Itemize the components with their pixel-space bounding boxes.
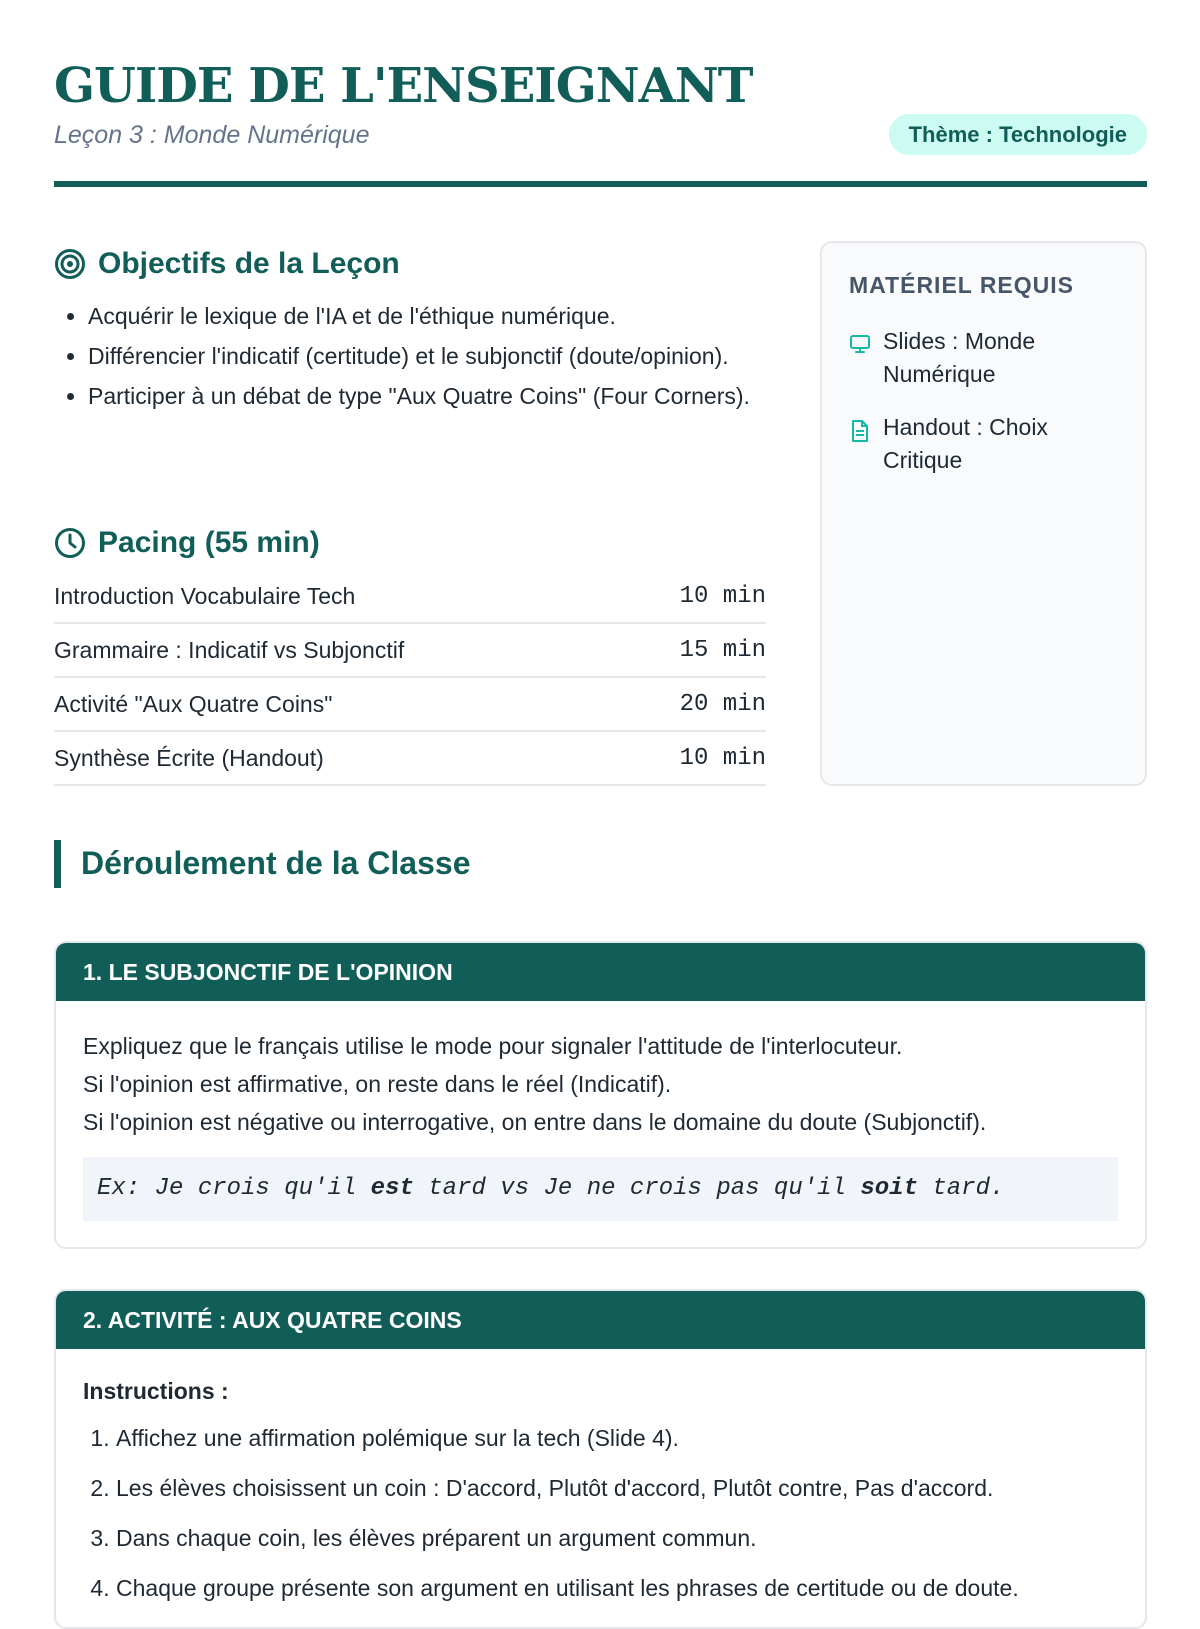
instructions-label: Instructions : — [83, 1378, 229, 1404]
pacing-activity: Activité "Aux Quatre Coins" — [54, 690, 333, 717]
card-text-line: Si l'opinion est affirmative, on reste dans le réel (Indicatif). — [83, 1071, 672, 1097]
instruction-step: 4. Chaque groupe présente son argument en utilisant les phrases de certitude ou de doute. — [116, 1571, 1118, 1605]
example-subjunctive: soit — [860, 1175, 918, 1202]
pacing-row — [54, 678, 766, 732]
example-text: Ex: Je crois qu'il — [97, 1175, 371, 1202]
objectives-heading — [54, 244, 400, 284]
objective-item: • Acquérir le lexique de l'IA et de l'éthique numérique. — [88, 300, 788, 333]
objective-item: • Participer à un débat de type "Aux Quatre Coins" (Four Corners). — [88, 380, 788, 413]
pacing-row — [54, 624, 766, 678]
instruction-step: 2. Les élèves choisissent un coin : D'accord, Plutôt d'accord, Plutôt contre, Pas d'accord. — [116, 1471, 1118, 1505]
pacing-duration: 20 min — [679, 690, 766, 718]
materials-panel — [820, 241, 1147, 786]
material-label: Slides : Monde Numérique — [883, 328, 1036, 387]
card-text-line: Expliquez que le français utilise le mode pour signaler l'attitude de l'interlocuteur. — [83, 1033, 903, 1059]
pacing-table — [54, 570, 766, 786]
example-text: tard. — [917, 1175, 1005, 1202]
header-divider — [54, 181, 1147, 187]
material-item-handout — [849, 411, 1129, 477]
pacing-activity: Introduction Vocabulaire Tech — [54, 582, 356, 609]
material-item-slides — [849, 325, 1129, 391]
page-title: GUIDE DE L'ENSEIGNANT — [54, 58, 753, 114]
card-body — [56, 1349, 1145, 1629]
instruction-step: 3. Dans chaque coin, les élèves préparent un argument commun. — [116, 1521, 1118, 1555]
example-indicative: est — [370, 1175, 414, 1202]
pacing-heading-label: Pacing (55 min) — [98, 526, 320, 559]
monitor-icon — [849, 325, 871, 391]
pacing-activity: Synthèse Écrite (Handout) — [54, 744, 324, 771]
materials-heading: MATÉRIEL REQUIS — [849, 272, 1074, 298]
instruction-steps — [83, 1421, 1118, 1605]
theme-badge: Thème : Technologie — [889, 114, 1147, 155]
objectives-list — [54, 300, 788, 420]
pacing-duration: 10 min — [679, 744, 766, 772]
pacing-duration: 15 min — [679, 636, 766, 664]
class-flow-heading: Déroulement de la Classe — [54, 840, 470, 888]
instruction-step: 1. Affichez une affirmation polémique sur la tech (Slide 4). — [116, 1421, 1118, 1455]
grammar-example — [83, 1157, 1118, 1221]
pacing-duration: 10 min — [679, 582, 766, 610]
card-text-line: Si l'opinion est négative ou interrogative, on entre dans le domaine du doute (Subjonctif). — [83, 1109, 987, 1135]
card-title: 2. ACTIVITÉ : AUX QUATRE COINS — [56, 1291, 1145, 1349]
example-text: tard vs Je ne crois pas qu'il — [413, 1175, 861, 1202]
subjunctive-card — [54, 941, 1147, 1249]
objectives-heading-label: Objectifs de la Leçon — [98, 247, 400, 280]
pacing-row — [54, 570, 766, 624]
pacing-heading — [54, 523, 320, 563]
clock-icon — [54, 527, 86, 559]
lesson-subtitle: Leçon 3 : Monde Numérique — [54, 121, 370, 149]
material-label: Handout : Choix Critique — [883, 414, 1048, 473]
target-icon — [54, 248, 86, 280]
four-corners-card — [54, 1289, 1147, 1629]
card-body — [56, 1001, 1145, 1247]
pacing-activity: Grammaire : Indicatif vs Subjonctif — [54, 636, 405, 663]
objective-item: • Différencier l'indicatif (certitude) et le subjonctif (doute/opinion). — [88, 340, 788, 373]
document-icon — [849, 411, 871, 477]
pacing-row — [54, 732, 766, 786]
card-title: 1. LE SUBJONCTIF DE L'OPINION — [56, 943, 1145, 1001]
